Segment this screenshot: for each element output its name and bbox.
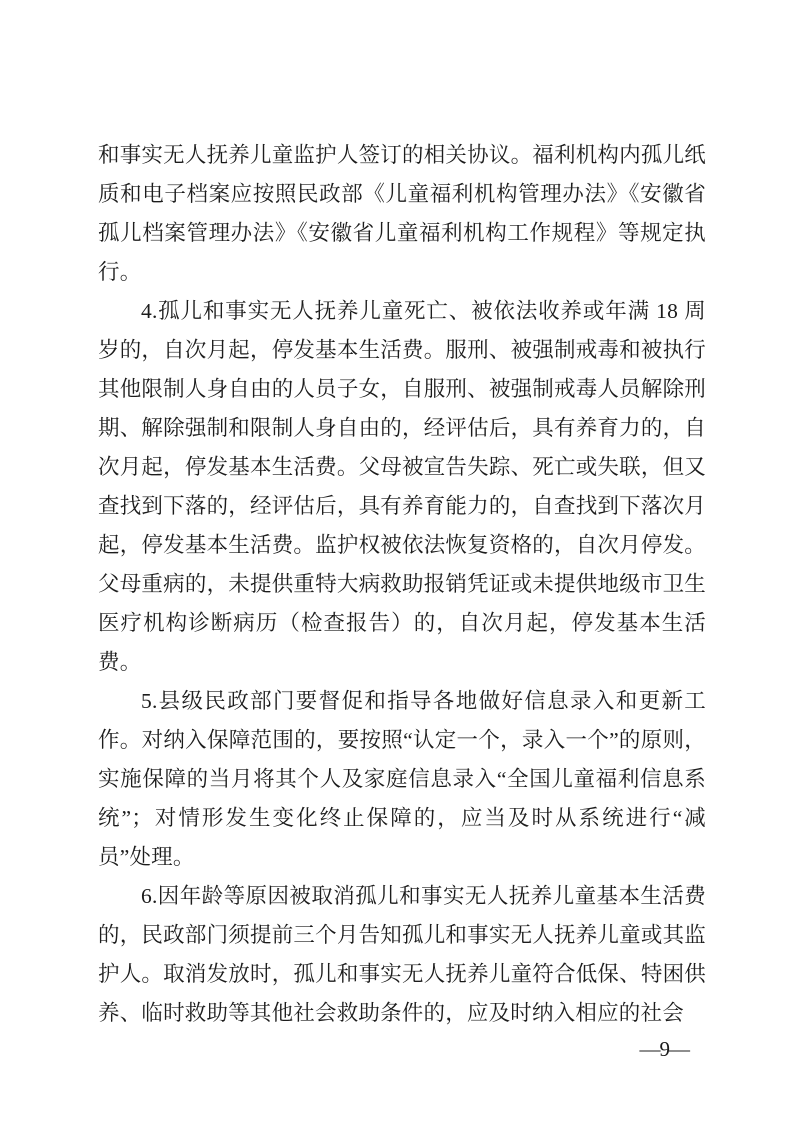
page-number: —9— bbox=[639, 1037, 689, 1061]
paragraph-item-6: 6.因年龄等原因被取消孤儿和事实无人抚养儿童基本生活费的，民政部门须提前三个月告知孤儿和事实无人抚养儿童或其监护人。取消发放时，孤儿和事实无人抚养儿童符合低保、特困供养、临时救助等其他社会救助条件的，应及时纳入相应的社会 bbox=[98, 884, 706, 1025]
document-body bbox=[98, 136, 706, 1033]
paragraph-item-4: 4.孤儿和事实无人抚养儿童死亡、被依法收养或年满 18 周岁的，自次月起，停发基本生活费。服刑、被强制戒毒和被执行其他限制人身自由的人员子女，自服刑、被强制戒毒人员解除刑期、解除强制和限制人身自由的，经评估后，具有养育力的，自次月起，停发基本生活费。父母被宣告失踪、死亡或失联，但又查找到下落的，经评估后，具有养育能力的，自查找到下落次月起，停发基本生活费。监护权被依法恢复资格的，自次月停发。父母重病的，未提供重特大病救助报销凭证或未提供地级市卫生医疗机构诊断病历（检查报告）的，自次月起，停发基本生活费。 bbox=[98, 299, 706, 674]
paragraph-item-5: 5.县级民政部门要督促和指导各地做好信息录入和更新工作。对纳入保障范围的，要按照“认定一个，录入一个”的原则，实施保障的当月将其个人及家庭信息录入“全国儿童福利信息系统”；对情形发生变化终止保障的，应当及时从系统进行“减员”处理。 bbox=[98, 689, 706, 869]
paragraph-continuation: 和事实无人抚养儿童监护人签订的相关协议。福利机构内孤儿纸质和电子档案应按照民政部《儿童福利机构管理办法》《安徽省孤儿档案管理办法》《安徽省儿童福利机构工作规程》等规定执行。 bbox=[98, 143, 706, 284]
